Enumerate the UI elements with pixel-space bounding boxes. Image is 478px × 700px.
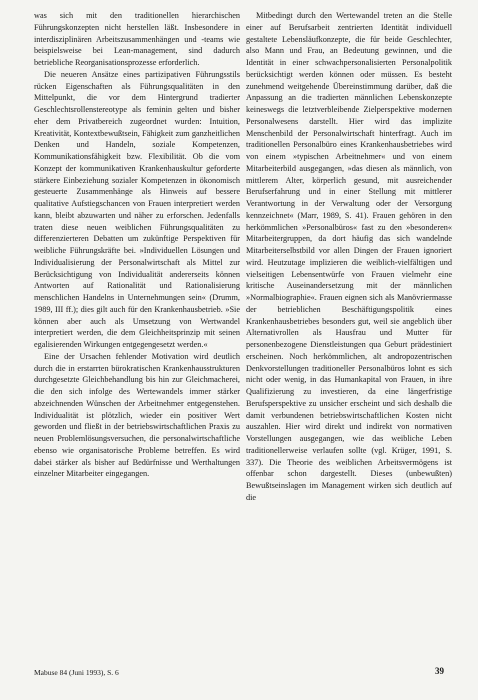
page-number: 39 <box>435 666 444 676</box>
paragraph: Mitbedingt durch den Wertewandel treten an die Stelle einer auf Berufsarbeit zentrierten Identität individuell gestaltete Lebensläufkonzepte, die für beide Geschlechter, also Mann und Frau, an Bedeutung gewinnen, und die Identität in einer schwachpersonalisierten Personalpolitik berücksichtigt werden können oder müssen. Es besteht zunehmend weitgehende Übereinstimmung darüber, daß die Anpassung an die tradierten männlichen Lebenskonzepte keineswegs die letztverbleibende Zielperspektive modernen Personalwesens darstellt. Hier wird das implizite Menschenbild der Personalwirtschaft hinterfragt. Auch im traditionellen Personalbüro eines Krankenhausbetriebes wird von einem »typischen Arbeitnehmer« und von einem Mitarbeiterbild ausgegangen, »das diesen als männlich, von mittlerem Alter, körperlich gesund, mit ausreichender Berufserfahrung und in einer Stellung mit mittlerer Verantwortung in der Verwaltung oder der Versorgung kennzeichnet« (Marr, 1989, S. 41). Frauen gehören in den herkömmlichen »Personalbüros« fast zu den »besonderen« Mitarbeitergruppen, da dort häufig das sich wandelnde Mitarbeiterselbstbild vor allen Dingen der Frauen ignoriert wird. Heutzutage implizieren die weiblich-vielfältigen und vielseitigen Lebensentwürfe von Frauen vielmehr eine kritische Auseinandersetzung mit der männlichen »Normalbiographie«. Frauen eignen sich als Manövriermasse der betrieblichen Beschäftigungspolitik eines Krankenhausbetriebes besonders gut, weil sie angeblich über Alternativrollen als Hausfrau und Mutter für personenbezogene Dienstleistungen qua Geburt prädestiniert erscheinen. Noch herkömmlichen, alt andropozentrischen Denkvorstellungen traditioneller Personalbüros lohnt es sich nicht oder wenig, in das Humankapital von Frauen, in ihre Qualifizierung zu investieren, da eine längerfristige Berufsperspektive zu unsicher erscheint und sich deshalb die damit verbundenen betriebswirtschaftlichen Kosten nicht auszahlen. Hier wird direkt und indirekt von normativen Vorstellungen ausgegangen, wie das weibliche Leben traditionellerweise verlaufen sollte (vgl. Krüger, 1991, S. 337). Die Theorie des weiblichen Arbeitsvermögens ist offenbar schon dargestellt. Dieses (unbewußten) Bewußtseinslagen im Management wirken sich deutlich auf die <box>246 11 452 502</box>
journal-reference: Mabuse 84 (Juni 1993), S. 6 <box>34 668 119 677</box>
paragraph: was sich mit den traditionellen hierarchischen Führungskonzepten nicht herstellen läßt. Insbesondere in interdisziplinären Arbeitszusammenhängen und -teams wie beispielsweise bei Lean-management, sind dadurch betriebliche Reorganisationsprozesse erforderlich. <box>34 11 240 67</box>
left-column <box>34 10 240 480</box>
right-column <box>246 10 452 504</box>
page-footer <box>34 666 444 680</box>
paragraph: Die neueren Ansätze eines partizipativen Führungsstils rücken Eigenschaften als Führungsqualitäten in den Mittelpunkt, die vor dem Hintergrund tradierter Geschlechtsrollenstereotype als feminin gelten und bisher eher dem Privatbereich zugeordnet wurden: Intuition, Kreativität, Kontextbewußtsein, Fähigkeit zum ganzheitlichen Denken und Handeln, soziale Kompetenzen, Kommunikationsfähigkeit bzw. Flexibilität. Ob die vom Konzept der kommunikativen Krankenhauskultur geforderte stärkere Einbeziehung sozialer Kompetenzen in ökonomisch gesteuerte Zusammenhänge als Hinweis auf bessere qualitative Aufstiegschancen von Frauen interpretiert werden kann, bleibt abzuwarten und näher zu erforschen. Jedenfalls traten diese neuen weiblichen Führungsqualitäten zu differenzierteren Debatten um zukünftige Perspektiven für weibliche Führungskräfte bei. »Individuellen Lösungen und Individualisierung der Personalwirtschaft als Mittel zur Berücksichtigung von Individualität andererseits können Antworten auf Rationalität und Rationalisierung menschlichen Handelns in Unternehmungen sein« (Drumm, 1989, III ff.); dies gilt auch für den Krankenhausbetrieb. »Sie können aber auch als Umsetzung von Wertwandel interpretiert werden, die dem Gleichheitsprinzip mit seinen egalisierenden Wirkungen entgegengesetzt werden.« <box>34 69 240 349</box>
paragraph: Eine der Ursachen fehlender Motivation wird deutlich durch die in erstarrten bürokratischen Krankenhausstrukturen durchgesetzte Gleichbehandlung bis hin zur Gleichmacherei, die den sich infolge des Wertewandels immer stärker abzeichnenden Wünschen der Arbeitnehmer entgegenstehen. Individualität ist plötzlich, wieder ein positiver Wert geworden und fließt in der betriebswirtschaftlichen Praxis zu neuen Problemlösungsversuchen, die personalwirtschaftliche ebenso wie organisatorische Probleme betreffen. Es wird dabei stärker als bisher auf Bedürfnisse und Werthaltungen einzelner Mitarbeiter eingegangen. <box>34 351 240 479</box>
